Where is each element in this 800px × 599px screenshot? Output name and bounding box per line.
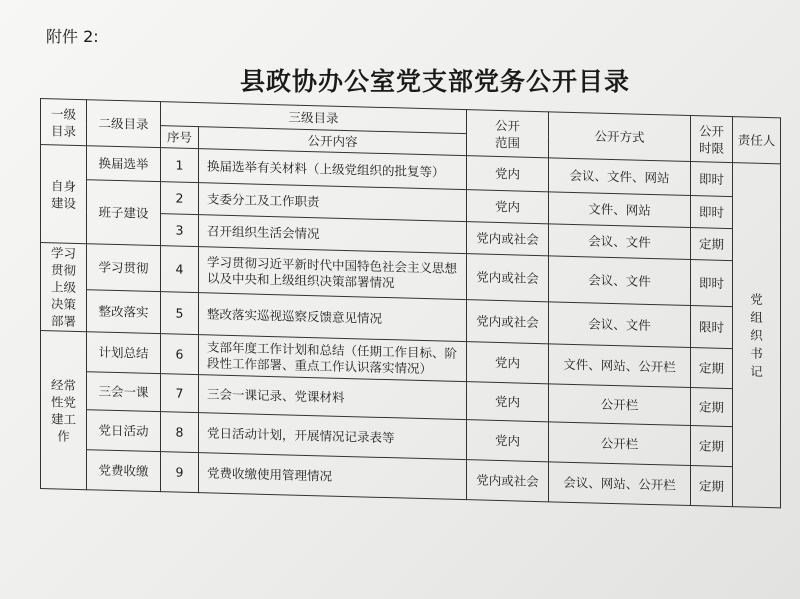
method-cell: 会议、文件 xyxy=(549,224,691,260)
header-level2: 二级目录 xyxy=(87,100,161,148)
method-cell: 会议、文件、网站 xyxy=(549,158,691,196)
time-cell: 限时 xyxy=(691,306,733,349)
seq-cell: 6 xyxy=(161,334,199,375)
scope-cell: 党内 xyxy=(467,382,549,422)
time-cell: 即时 xyxy=(691,196,733,229)
scope-cell: 党内或社会 xyxy=(467,254,549,302)
document-title: 县政协办公室党支部党务公开目录 xyxy=(240,67,631,96)
method-cell: 公开栏 xyxy=(549,422,691,466)
time-cell: 定期 xyxy=(691,466,733,507)
level2-cell: 党费收缴 xyxy=(87,450,161,492)
scope-cell: 党内或社会 xyxy=(467,460,549,502)
seq-cell: 1 xyxy=(161,148,199,183)
scope-cell: 党内或社会 xyxy=(467,222,549,256)
group-study-implement: 学习 贯彻 上级 决策 部署 xyxy=(41,243,87,332)
level2-cell: 党日活动 xyxy=(87,410,161,452)
header-content: 公开内容 xyxy=(199,127,467,156)
seq-cell: 7 xyxy=(161,374,199,413)
method-cell: 文件、网站、公开栏 xyxy=(549,344,691,388)
scope-cell: 党内 xyxy=(467,190,549,224)
header-time: 公开 时限 xyxy=(691,116,733,163)
content-cell: 党费收缴使用管理情况 xyxy=(199,453,467,500)
scope-cell: 党内 xyxy=(467,342,549,384)
responsible-cell: 党 组 织 书 记 xyxy=(733,163,781,508)
time-cell: 即时 xyxy=(691,162,733,197)
catalog-table xyxy=(40,98,781,508)
content-cell: 整改落实巡视巡察反馈意见情况 xyxy=(199,293,467,342)
seq-cell: 5 xyxy=(161,292,199,335)
header-method: 公开方式 xyxy=(549,112,691,162)
seq-cell: 4 xyxy=(161,246,199,293)
content-cell: 召开组织生活会情况 xyxy=(199,215,467,254)
header-level3: 三级目录 xyxy=(161,102,467,134)
level2-cell: 整改落实 xyxy=(87,290,161,334)
method-cell: 会议、文件 xyxy=(549,256,691,306)
scope-cell: 党内或社会 xyxy=(467,300,549,344)
scope-cell: 党内 xyxy=(467,420,549,462)
time-cell: 定期 xyxy=(691,348,733,389)
header-responsible: 责任人 xyxy=(733,117,781,164)
seq-cell: 9 xyxy=(161,452,199,493)
content-cell: 三会一课记录、党课材料 xyxy=(199,375,467,420)
time-cell: 定期 xyxy=(691,426,733,467)
level2-cell: 学习贯彻 xyxy=(87,244,161,292)
method-cell: 会议、网站、公开栏 xyxy=(549,462,691,506)
attachment-label: 附件 2: xyxy=(46,27,99,46)
content-cell: 学习贯彻习近平新时代中国特色社会主义思想以及中央和上级组织决策部署情况 xyxy=(199,247,467,300)
scope-cell: 党内 xyxy=(467,156,549,192)
content-cell: 换届选举有关材料（上级党组织的批复等） xyxy=(199,149,467,190)
content-cell: 支部年度工作计划和总结（任期工作目标、阶段性工作部署、重点工作认识落实情况） xyxy=(199,335,467,382)
method-cell: 会议、文件 xyxy=(549,302,691,348)
group-self-building: 自身 建设 xyxy=(41,145,87,244)
level2-cell: 计划总结 xyxy=(87,332,161,374)
seq-cell: 8 xyxy=(161,412,199,453)
header-scope: 公开 范围 xyxy=(467,110,549,158)
group-regular-party-work: 经常 性党 建工 作 xyxy=(41,331,87,490)
seq-cell: 3 xyxy=(161,214,199,247)
method-cell: 公开栏 xyxy=(549,384,691,426)
content-cell: 支委分工及工作职责 xyxy=(199,183,467,222)
header-seq: 序号 xyxy=(161,126,199,149)
method-cell: 文件、网站 xyxy=(549,192,691,228)
seq-cell: 2 xyxy=(161,182,199,215)
level2-cell: 换届选举 xyxy=(87,146,161,182)
level2-cell: 三会一课 xyxy=(87,372,161,412)
time-cell: 定期 xyxy=(691,388,733,427)
header-level1: 一级 目录 xyxy=(41,99,87,146)
content-cell: 党日活动计划，开展情况记录表等 xyxy=(199,413,467,460)
level2-cell: 班子建设 xyxy=(87,180,161,246)
time-cell: 定期 xyxy=(691,228,733,261)
time-cell: 即时 xyxy=(691,260,733,307)
